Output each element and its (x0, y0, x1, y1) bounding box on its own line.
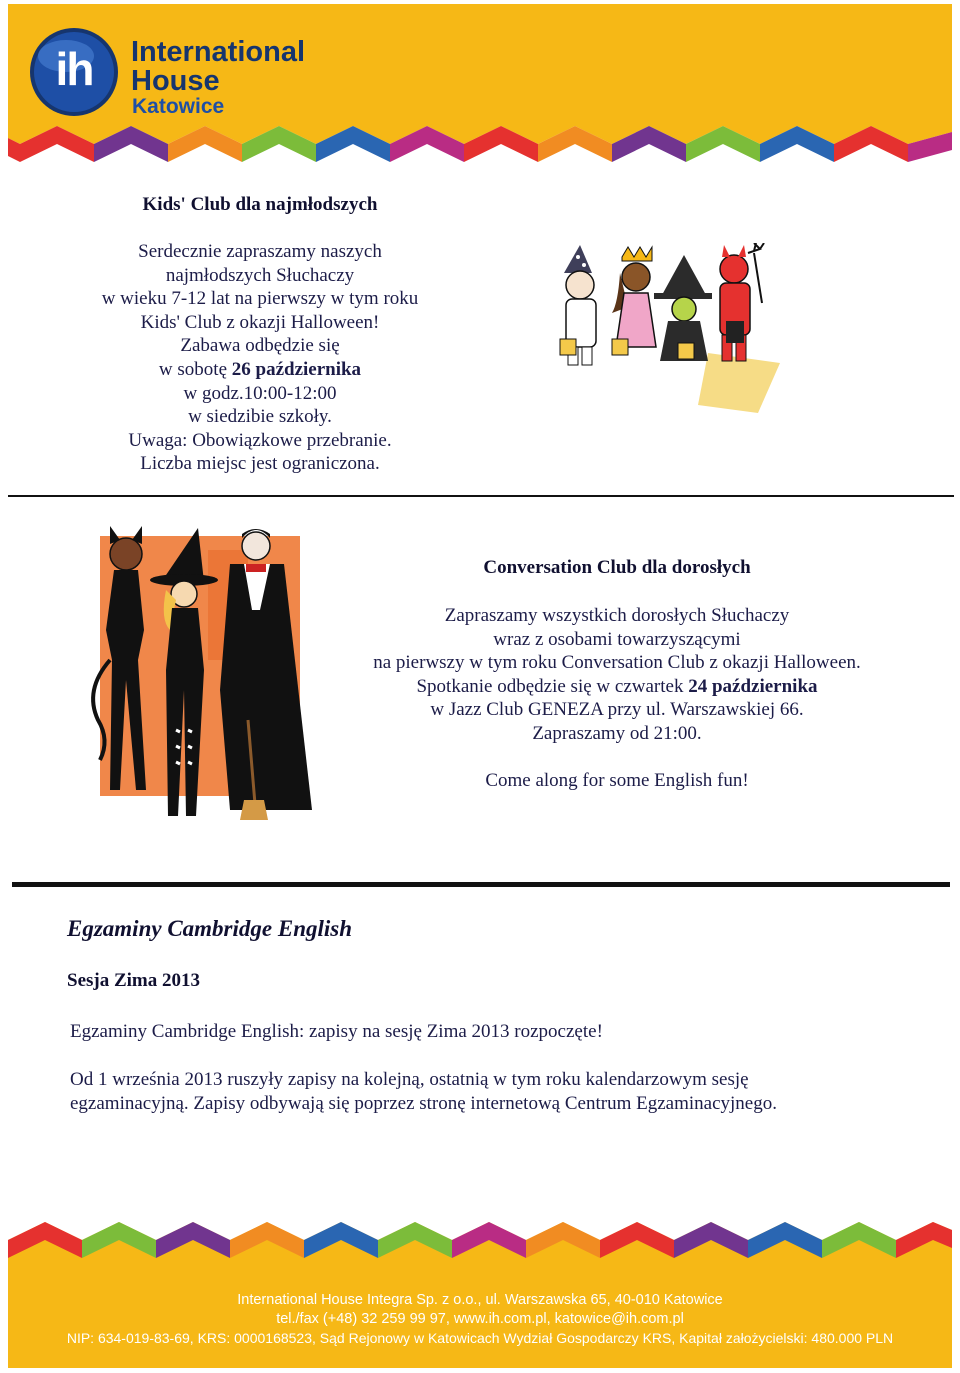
kids-date-line: w sobotę 26 października (158, 358, 362, 380)
conversation-date-line: Spotkanie odbędzie się w czwartek 24 października (416, 675, 818, 697)
kids-line: Uwaga: Obowiązkowe przebranie. (128, 429, 392, 451)
logo-line-house: House (131, 65, 220, 97)
conversation-line: na pierwszy w tym roku Conversation Club z okazji Halloween. (373, 652, 861, 674)
cambridge-session: Sesja Zima 2013 (67, 970, 200, 991)
kids-line: Serdecznie zapraszamy naszych (138, 241, 382, 262)
kids-line: Zabawa odbędzie się (180, 335, 340, 357)
kids-line: Liczba miejsc jest ograniczona. (140, 453, 380, 475)
adults-costume-illustration (80, 520, 320, 830)
kids-line: Kids' Club z okazji Halloween! (140, 311, 380, 333)
header-banner (8, 4, 952, 190)
kids-line: w wieku 7-12 lat na pierwszy w tym roku (101, 288, 419, 310)
conversation-line: Zapraszamy od 21:00. (532, 722, 702, 744)
section-divider-thick (12, 882, 950, 887)
footer-address: International House Integra Sp. z o.o., ul. Warszawska 65, 40-010 Katowice (237, 1292, 723, 1308)
cambridge-paragraph-1: Egzaminy Cambridge English: zapisy na sesję Zima 2013 rozpoczęte! (70, 1021, 603, 1042)
kids-line: w godz.10:00-12:00 (183, 382, 337, 404)
conversation-club-title: Conversation Club dla dorosłych (483, 557, 751, 578)
logo-line-katowice: Katowice (132, 95, 225, 118)
kids-club-body (60, 240, 460, 476)
logo-letters: ih (55, 43, 93, 95)
conversation-line: w Jazz Club GENEZA przy ul. Warszawskiej 66. (430, 699, 804, 721)
cambridge-title: Egzaminy Cambridge English (67, 916, 353, 941)
logo-line-international: International (131, 36, 306, 68)
conversation-date-bold: 24 października (688, 675, 818, 697)
conversation-closing: Come along for some English fun! (485, 769, 749, 791)
kids-date-bold: 26 października (231, 358, 362, 380)
footer-banner (8, 1218, 952, 1368)
conversation-club-body (332, 604, 902, 792)
kids-line: w siedzibie szkoły. (188, 406, 332, 428)
footer-registration: NIP: 634-019-83-69, KRS: 0000168523, Sąd Rejonowy w Katowicach Wydział Gospodarczy KRS, Kapitał założycielski: 480.000 PLN (66, 1330, 894, 1346)
kids-club-title: Kids' Club dla najmłodszych (142, 194, 378, 215)
conversation-line: Zapraszamy wszystkich dorosłych Słuchaczy (444, 605, 790, 626)
footer-contact: tel./fax (+48) 32 259 99 97, www.ih.com.pl, katowice@ih.com.pl (276, 1311, 684, 1327)
cambridge-paragraph-2: Od 1 września 2013 ruszyły zapisy na kolejną, ostatnią w tym roku kalendarzowym sesję egzaminacyjną. Zapisy odbywają się poprzez stronę internetową Centrum Egzaminacyjnego. (70, 1069, 777, 1114)
section-divider (8, 495, 954, 497)
kids-costume-illustration (558, 243, 784, 413)
conversation-line: wraz z osobami towarzyszącymi (493, 628, 741, 650)
kids-line: najmłodszych Słuchaczy (165, 264, 355, 286)
